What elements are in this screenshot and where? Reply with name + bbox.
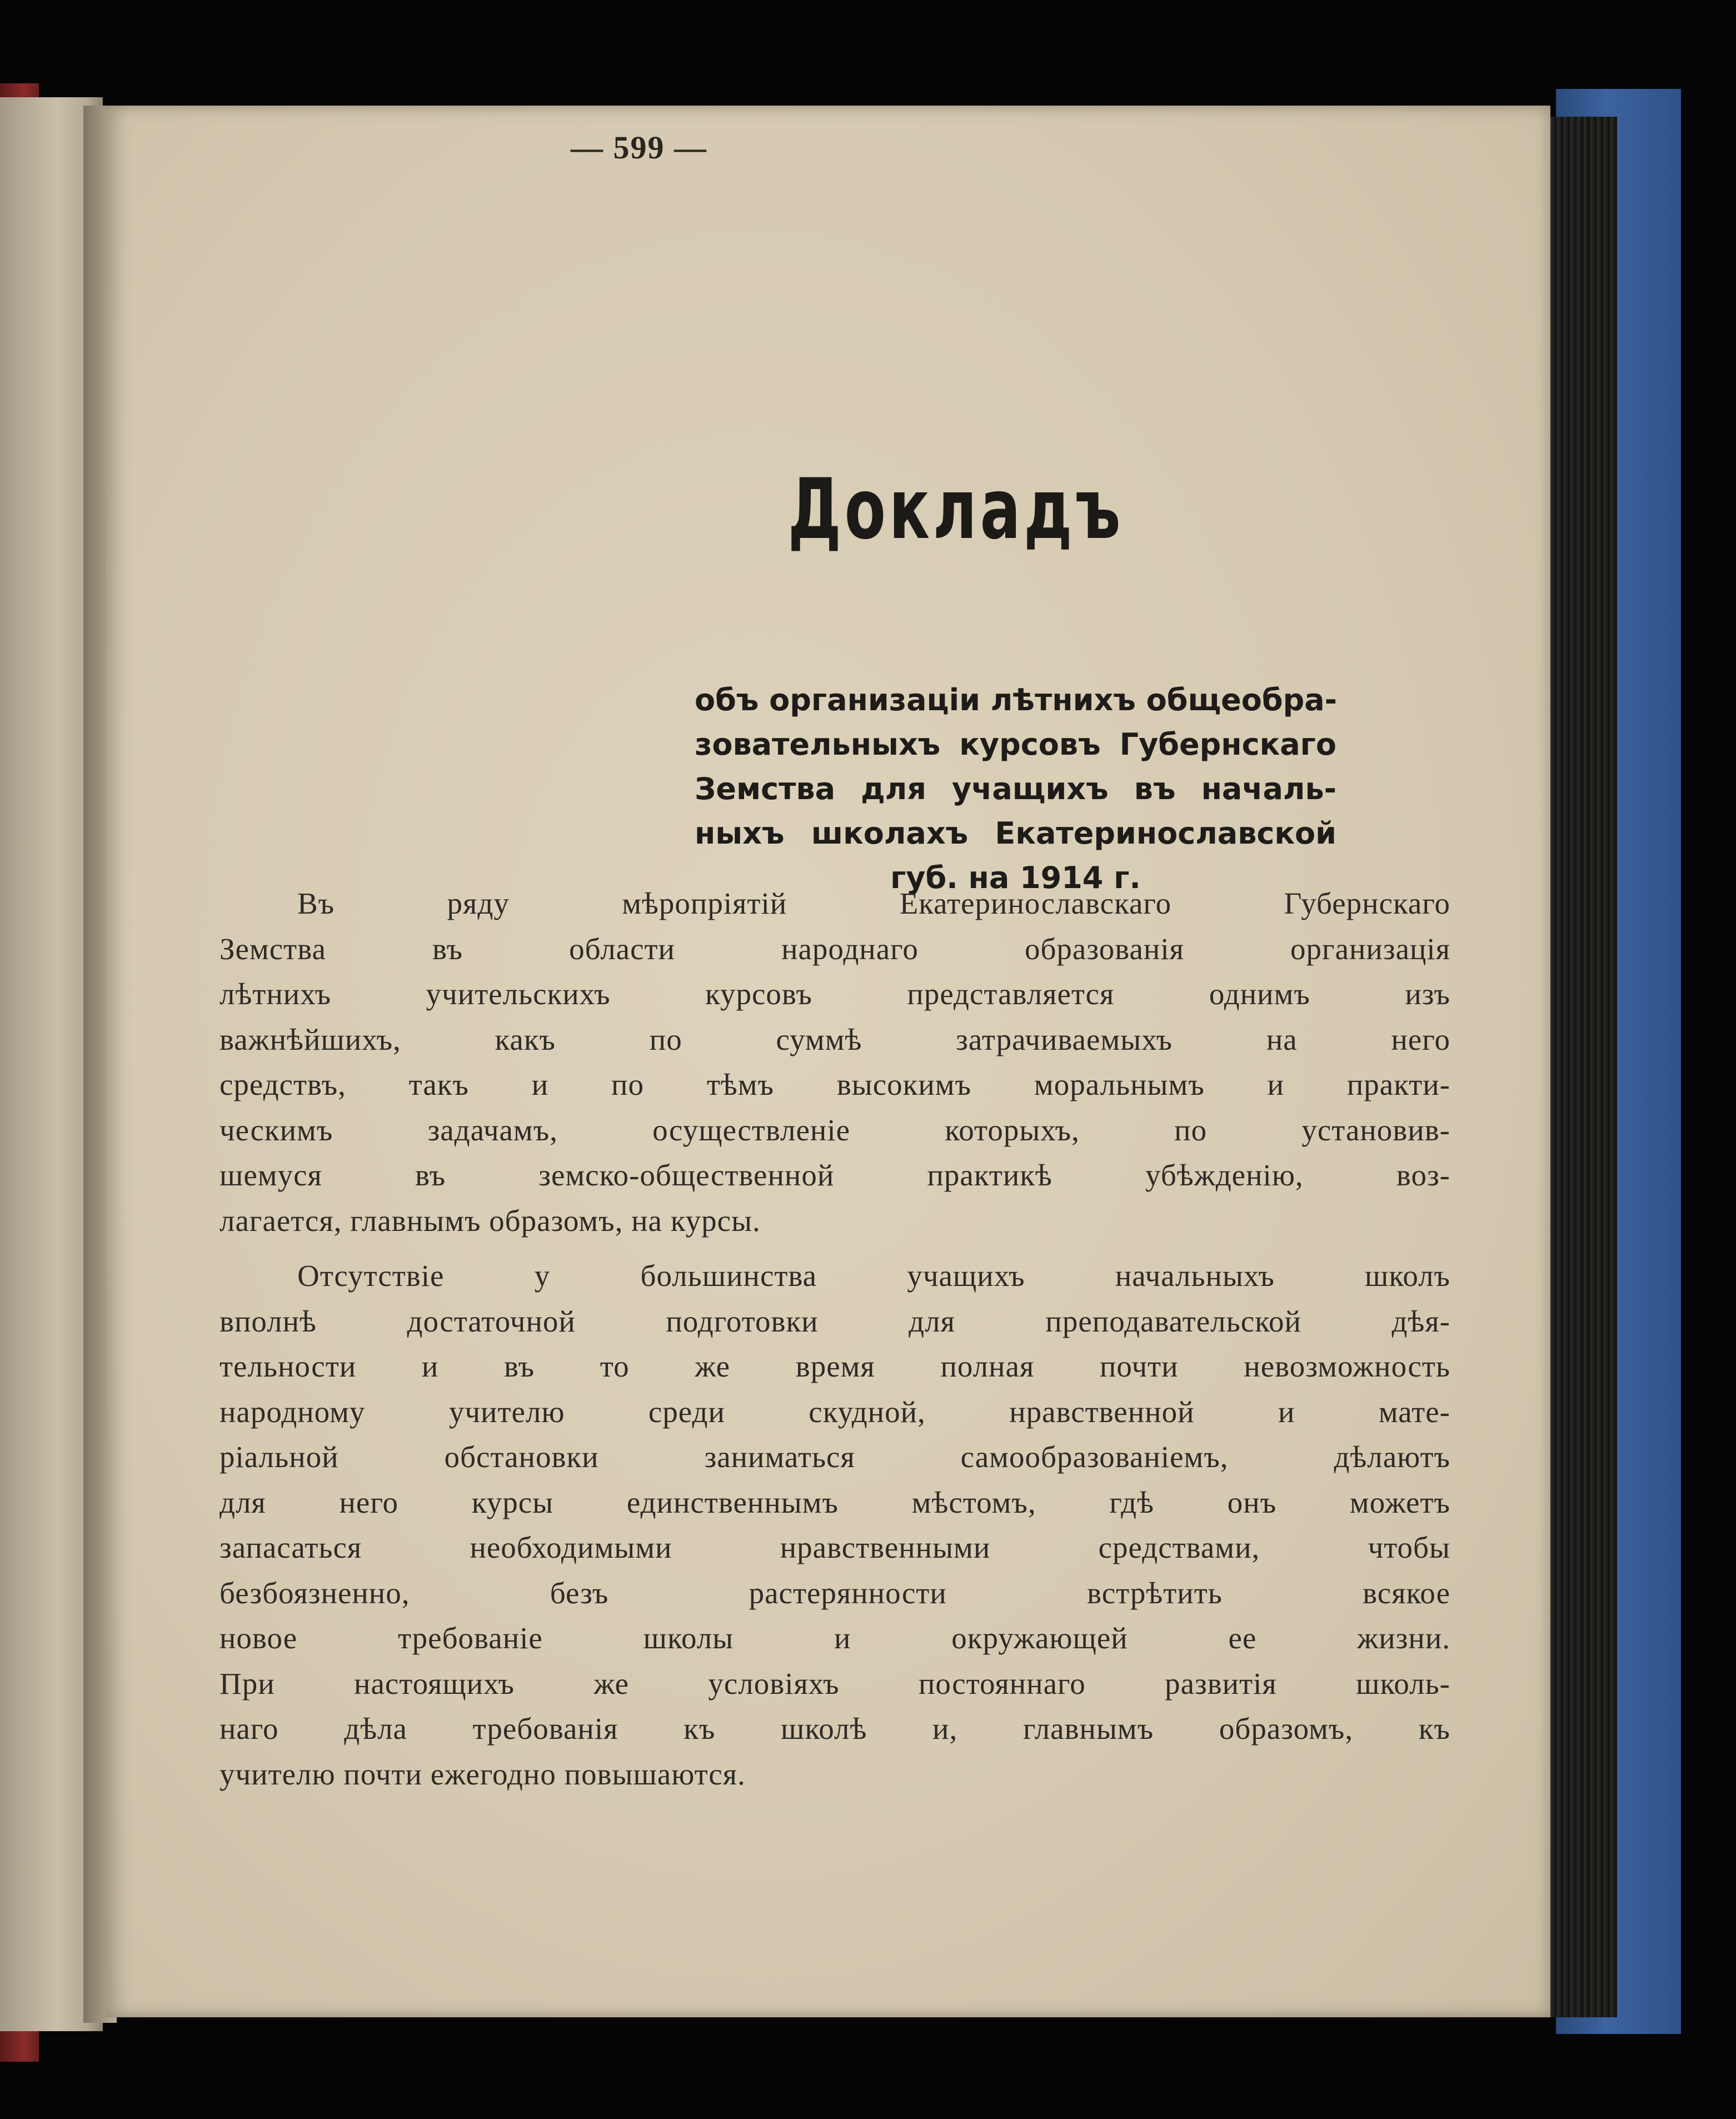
document-title: Докладъ (787, 461, 1124, 558)
text-line: При настоящихъ же условіяхъ постояннаго развитія школь- (220, 1666, 1450, 1701)
text-line: ческимъ задачамъ, осуществленіе которыхъ, по установив- (220, 1113, 1450, 1147)
paragraph-1 (220, 881, 1450, 1243)
text-line: лагается, главнымъ образомъ, на курсы. (220, 1203, 761, 1238)
text-line: Земства въ области народнаго образованія организація (220, 931, 1450, 966)
text-line: Въ ряду мѣропріятій Екатеринославскаго Губернскаго (297, 886, 1450, 920)
text-line: народному учителю среди скудной, нравственной и мате- (220, 1394, 1450, 1429)
text-line: шемуся въ земско-общественной практикѣ убѣжденію, воз- (220, 1158, 1450, 1192)
text-line: Отсутствіе у большинства учащихъ начальныхъ школъ (297, 1259, 1450, 1293)
text-line: запасаться необходимыми нравственными средствами, чтобы (220, 1530, 1450, 1564)
text-line: тельности и въ то же время полная почти невозможность (220, 1349, 1450, 1383)
subtitle-line: губ. на 1914 г. (890, 860, 1141, 895)
paragraph-2 (220, 1253, 1450, 1797)
text-line: лѣтнихъ учительскихъ курсовъ представляется однимъ изъ (220, 977, 1450, 1011)
book-page (106, 106, 1550, 2017)
subtitle-line: зовательныхъ курсовъ Губернскаго (695, 727, 1336, 762)
document-subtitle (695, 678, 1336, 900)
text-line: новое требованіе школы и окружающей ее жизни. (220, 1621, 1450, 1655)
text-line: важнѣйшихъ, какъ по суммѣ затрачиваемыхъ на него (220, 1022, 1450, 1056)
text-line: вполнѣ достаточной подготовки для преподавательской дѣя- (220, 1304, 1450, 1338)
subtitle-line: объ организаціи лѣтнихъ общеобра- (695, 682, 1338, 717)
subtitle-line: ныхъ школахъ Екатеринославской (695, 816, 1336, 851)
subtitle-line: Земства для учащихъ въ началь- (695, 771, 1336, 806)
text-line: наго дѣла требованія къ школѣ и, главнымъ образомъ, къ (220, 1712, 1450, 1746)
text-line: для него курсы единственнымъ мѣстомъ, гдѣ онъ можетъ (220, 1485, 1450, 1519)
text-line: ріальной обстановки заниматься самообразованіемъ, дѣлаютъ (220, 1440, 1450, 1474)
text-line: средствъ, такъ и по тѣмъ высокимъ моральнымъ и практи- (220, 1068, 1450, 1101)
text-line: учителю почти ежегодно повышаются. (220, 1757, 746, 1791)
page-number: — 599 — (571, 129, 707, 166)
text-line: безбоязненно, безъ растерянности встрѣтить всякое (220, 1575, 1450, 1610)
